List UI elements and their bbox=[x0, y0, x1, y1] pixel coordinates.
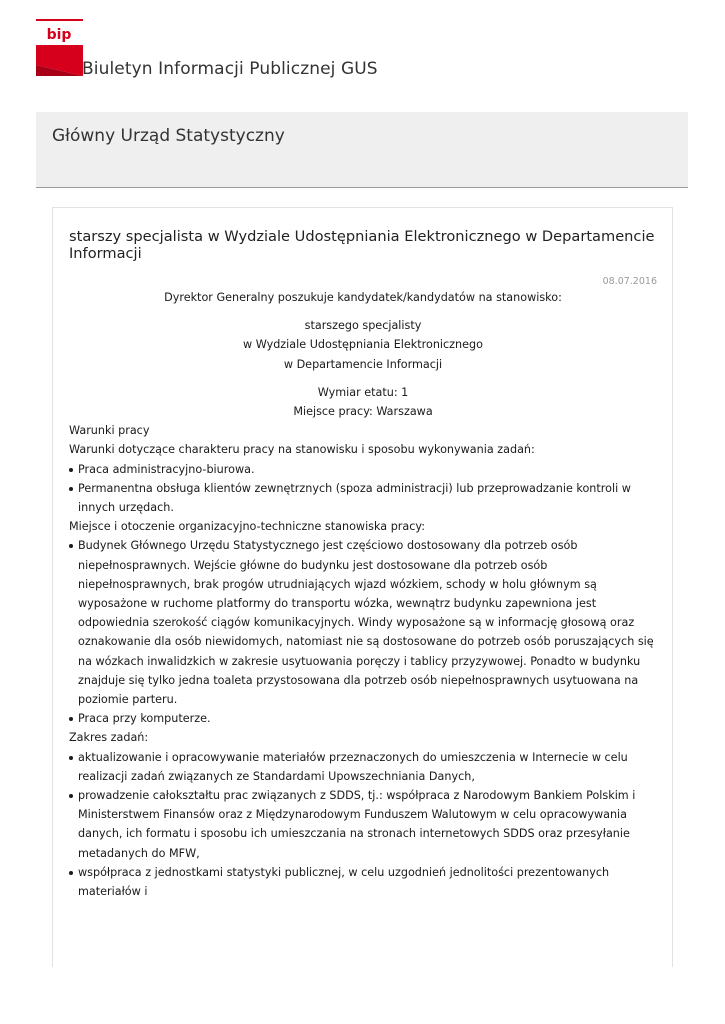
list-item: Praca administracyjno-biurowa. bbox=[69, 460, 657, 479]
article-content bbox=[69, 228, 657, 901]
site-title[interactable]: Biuletyn Informacji Publicznej GUS bbox=[82, 59, 378, 79]
conditions-list bbox=[69, 460, 657, 518]
article-card bbox=[52, 207, 673, 967]
etat-line: Wymiar etatu: 1 bbox=[317, 385, 409, 399]
list-item: Budynek Głównego Urzędu Statystycznego jest częściowo dostosowany dla potrzeb osób niepełnosprawnych. Wejście główne do budynku jest dostosowane dla potrzeb osób niepełnosprawnych, brak progów utrudniających wjazd wózkiem, schody w holu głównym są wyposażone w ruchome platformy do transportu wózka, wewnątrz budynku zapewniona jest odpowiednia szerokość ciągów komunikacyjnych. Windy wyposażone są w informację głosową oraz oznakowanie dla osób niewidomych, natomiast nie są dostosowane do potrzeb osób poruszających się na wózkach inwalidzkich w zakresie usytuowania poręczy i tablicy przyzywowej. Ponadto w budynku znajduje się tylko jedna toaleta przystosowana dla potrzeb osób niepełnosprawnych usytuowana na poziomie parteru. bbox=[69, 536, 657, 709]
tasks-list bbox=[69, 748, 657, 902]
etat-block bbox=[69, 383, 657, 421]
list-item: aktualizowanie i opracowywanie materiałów przeznaczonych do umieszczenia w Internecie w celu realizacji zadań związanych ze Standardami Upowszechniania Danych, bbox=[69, 748, 657, 786]
environment-heading: Miejsce i otoczenie organizacyjno-techniczne stanowiska pracy: bbox=[69, 520, 425, 534]
conditions-heading: Warunki pracy bbox=[69, 424, 150, 438]
list-item: prowadzenie całokształtu prac związanych z SDDS, tj.: współpraca z Narodowym Bankiem Polskim i Ministerstwem Finansów oraz z Międzynarodowym Funduszem Walutowym w celu opracowywania danych, ich formatu i sposobu ich umieszczania na stronach internetowych SDDS oraz przesyłanie metadanych do MFW, bbox=[69, 786, 657, 863]
environment-list bbox=[69, 536, 657, 728]
bip-logo-graphic bbox=[36, 19, 83, 76]
tasks-heading: Zakres zadań: bbox=[69, 731, 149, 745]
org-name[interactable]: Główny Urząd Statystyczny bbox=[52, 126, 285, 146]
position-line: w Departamencie Informacji bbox=[283, 357, 443, 371]
list-item: współpraca z jednostkami statystyki publicznej, w celu uzgodnień jednolitości prezentowanych materiałów i bbox=[69, 863, 657, 901]
position-line: starszego specjalisty bbox=[304, 319, 422, 333]
position-line: w Wydziale Udostępniania Elektronicznego bbox=[243, 338, 483, 352]
article-body bbox=[69, 288, 657, 901]
workplace-line: Miejsce pracy: Warszawa bbox=[293, 405, 433, 419]
bip-logo-text: bip bbox=[46, 27, 72, 43]
intro-text: Dyrektor Generalny poszukuje kandydatek/kandydatów na stanowisko: bbox=[164, 291, 562, 304]
conditions-subheading: Warunki dotyczące charakteru pracy na stanowisku i sposobu wykonywania zadań: bbox=[69, 443, 535, 457]
list-item: Praca przy komputerze. bbox=[69, 709, 657, 728]
bip-logo[interactable] bbox=[36, 19, 83, 76]
org-header-band bbox=[36, 112, 688, 188]
article-date: 08.07.2016 bbox=[602, 276, 657, 287]
position-block bbox=[69, 316, 657, 374]
article-title: starszy specjalista w Wydziale Udostępniania Elektronicznego w Departamencie Informacji bbox=[69, 228, 655, 262]
list-item: Permanentna obsługa klientów zewnętrznych (spoza administracji) lub przeprowadzanie kontroli w innych urzędach. bbox=[69, 479, 657, 517]
